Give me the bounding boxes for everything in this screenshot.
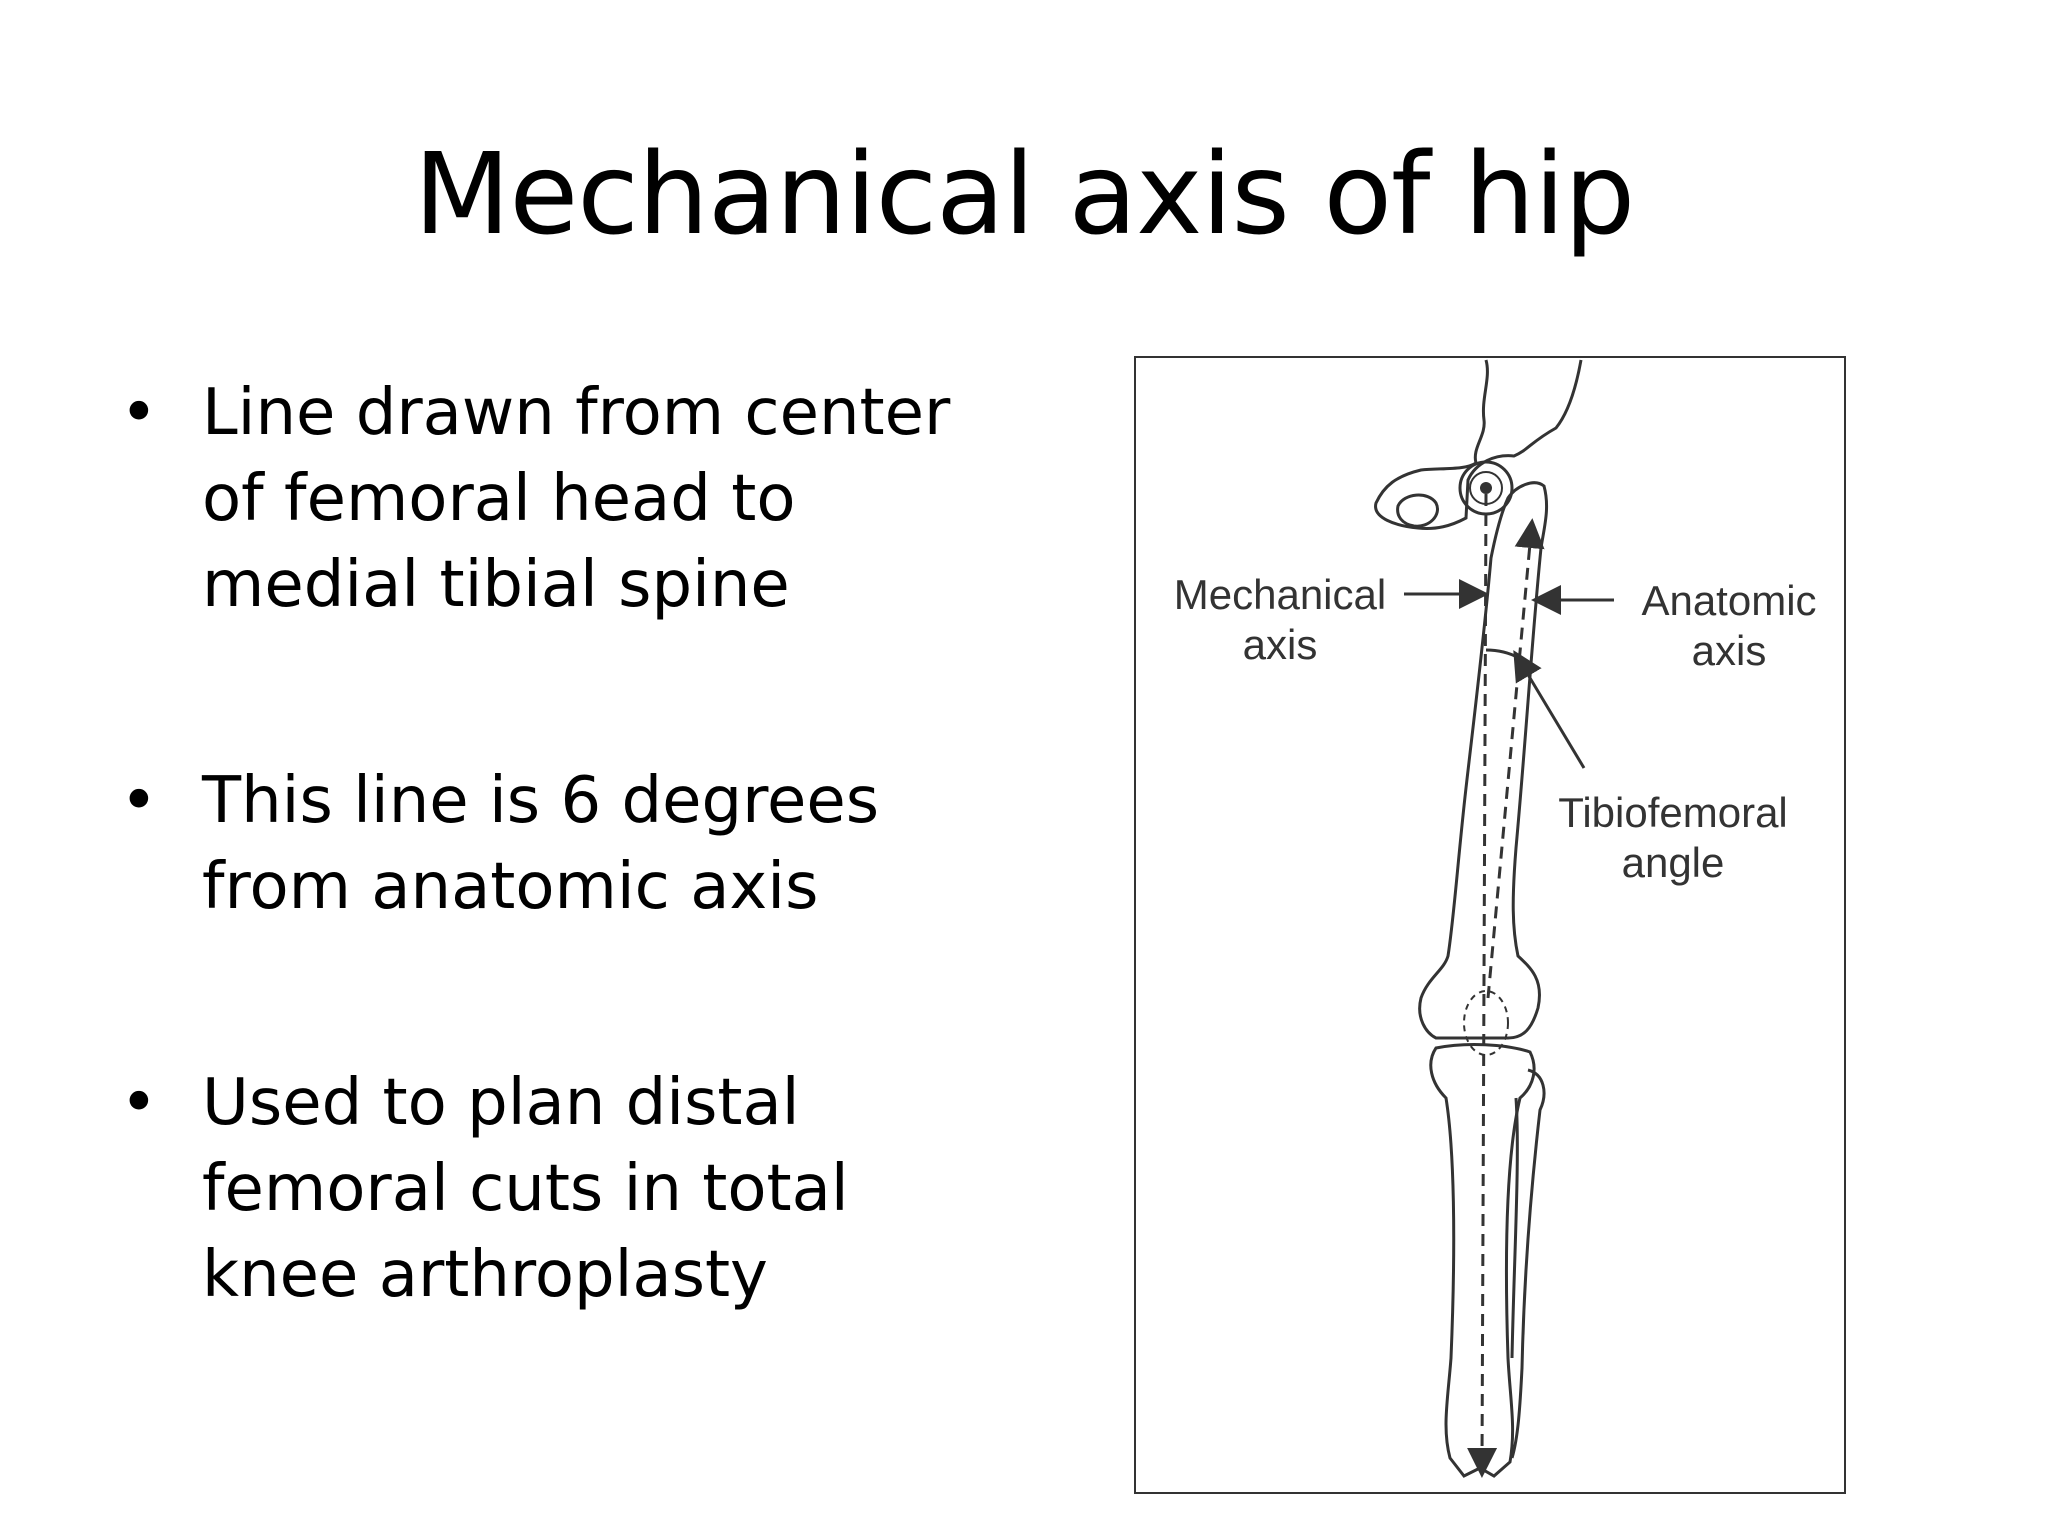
- tibiofemoral-angle-label: Tibiofemoral angle: [1558, 789, 1788, 886]
- leg-axis-illustration: [1136, 358, 1844, 1492]
- tibiofemoral-angle-arc: [1486, 650, 1519, 658]
- femoral-head-center: [1480, 482, 1492, 494]
- slide-title: Mechanical axis of hip: [413, 130, 1635, 260]
- leg-axis-figure: [1134, 356, 1846, 1494]
- bullet-item: [120, 1060, 1020, 1318]
- mechanical-axis-label: Mechanical axis: [1173, 571, 1387, 668]
- bullet-text: Line drawn from center of femoral head to medial tibial spine: [202, 376, 951, 622]
- anatomic-axis-label: Anatomic axis: [1641, 577, 1817, 674]
- obturator-foramen: [1398, 495, 1438, 526]
- fibula-outline: [1512, 1070, 1544, 1458]
- bullet-marker: •: [120, 376, 158, 450]
- tibiofemoral-angle-pointer: [1521, 663, 1584, 768]
- pelvis-outline: [1376, 360, 1581, 529]
- bullet-text: Used to plan distal femoral cuts in total knee arthroplasty: [202, 1066, 849, 1312]
- anatomic-axis-line: [1488, 533, 1531, 998]
- bullet-marker: •: [120, 1066, 158, 1140]
- bullet-list: [120, 370, 1020, 1318]
- bullet-item: [120, 758, 1020, 930]
- bullet-marker: •: [120, 764, 158, 838]
- bullet-text: This line is 6 degrees from anatomic axis: [202, 764, 880, 924]
- bullet-item: [120, 370, 1020, 628]
